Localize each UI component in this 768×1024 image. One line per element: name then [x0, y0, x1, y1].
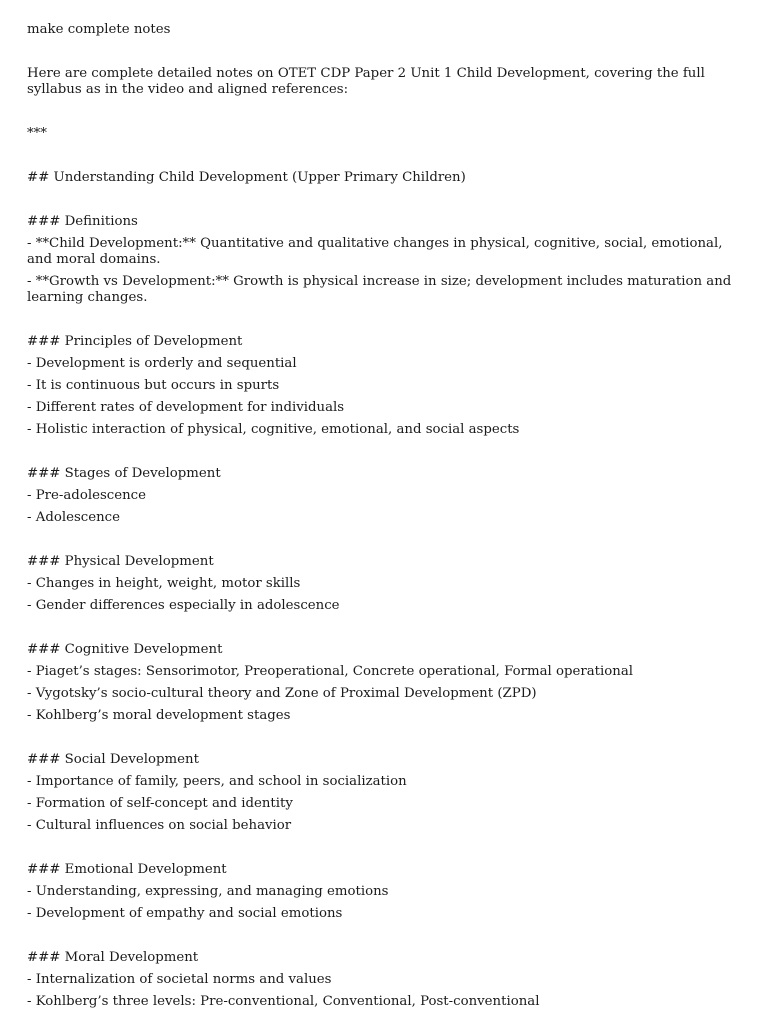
section [27, 752, 743, 834]
list-item: - **Child Development:** Quantitative and qualitative changes in physical, cognitive, social, emotional, and moral domains. [27, 236, 727, 267]
document-body [27, 22, 743, 1010]
list-item: - Kohlberg’s three levels: Pre-conventional, Conventional, Post-conventional [27, 994, 540, 1009]
list-item: - Formation of self-concept and identity [27, 796, 293, 811]
section-heading: ### Principles of Development [27, 334, 243, 349]
section-heading: ### Moral Development [27, 950, 199, 965]
list-item: - Pre-adolescence [27, 488, 146, 503]
section [27, 466, 743, 526]
sections-container [27, 214, 743, 1010]
list-item: - Adolescence [27, 510, 120, 525]
list-item: - Importance of family, peers, and school in socialization [27, 774, 407, 789]
section [27, 950, 743, 1010]
section-heading: ### Stages of Development [27, 466, 221, 481]
main-heading: ## Understanding Child Development (Upper Primary Children) [27, 170, 466, 185]
prompt-text: make complete notes [27, 22, 171, 37]
list-item: - Development of empathy and social emotions [27, 906, 343, 921]
section-heading: ### Emotional Development [27, 862, 227, 877]
section [27, 642, 743, 724]
list-item: - Development is orderly and sequential [27, 356, 297, 371]
intro-paragraph: Here are complete detailed notes on OTET CDP Paper 2 Unit 1 Child Development, covering the full syllabus as in the video and aligned references: [27, 66, 710, 97]
list-item: - It is continuous but occurs in spurts [27, 378, 280, 393]
list-item: - **Growth vs Development:** Growth is physical increase in size; development includes maturation and learning changes. [27, 274, 736, 305]
list-item: - Vygotsky’s socio-cultural theory and Zone of Proximal Development (ZPD) [27, 686, 537, 701]
section-heading: ### Cognitive Development [27, 642, 223, 657]
section [27, 214, 743, 306]
list-item: - Changes in height, weight, motor skills [27, 576, 301, 591]
section-heading: ### Definitions [27, 214, 138, 229]
section [27, 554, 743, 614]
list-item: - Understanding, expressing, and managing emotions [27, 884, 389, 899]
section [27, 862, 743, 922]
list-item: - Gender differences especially in adolescence [27, 598, 340, 613]
list-item: - Cultural influences on social behavior [27, 818, 292, 833]
list-item: - Kohlberg’s moral development stages [27, 708, 291, 723]
list-item: - Different rates of development for individuals [27, 400, 345, 415]
section [27, 334, 743, 438]
list-item: - Piaget’s stages: Sensorimotor, Preoperational, Concrete operational, Formal operational [27, 664, 634, 679]
list-item: - Holistic interaction of physical, cognitive, emotional, and social aspects [27, 422, 520, 437]
section-heading: ### Social Development [27, 752, 199, 767]
list-item: - Internalization of societal norms and values [27, 972, 332, 987]
separator-text: *** [27, 126, 47, 141]
section-heading: ### Physical Development [27, 554, 214, 569]
